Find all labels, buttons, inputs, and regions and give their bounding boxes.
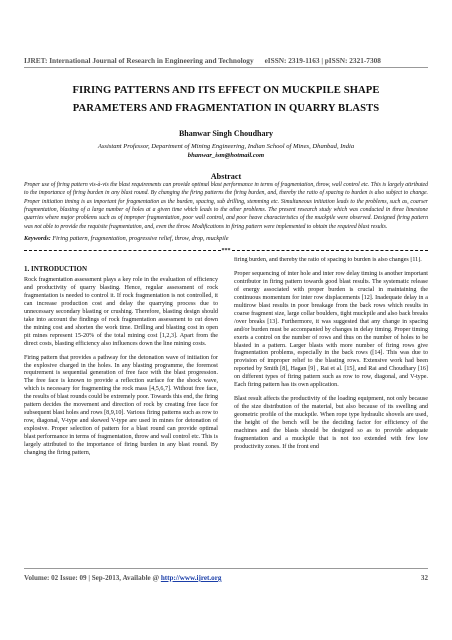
journal-name: IJRET: International Journal of Research in Engineering and Technology xyxy=(24,56,254,65)
journal-issn: eISSN: 2319-1163 | pISSN: 2321-7308 xyxy=(264,56,381,65)
author-email: bhanwar_ism@hotmail.com xyxy=(187,152,265,159)
footer-volume-text: Volume: 02 Issue: 09 | Sep-2013, Available @ xyxy=(24,574,160,582)
body-paragraph: Proper sequencing of inter hole and inter row delay timing is another important contributor in firing pattern towards good blast results. The systematic release of energy associated with proper burden is crucial in maintaining the continuous momentum for inter row displacements [12]. Inadequate delay in a multirow blast results in poor breakage from the back rows which results in coarse fragment size, large collar boulders, tight muckpile and also back breaks /over breaks [13]. Furthermore, it was suggested that any change in spacing and/or burden must be accompanied by changes in delay timing. Proper timing exerts a control on the number of rows and thus on the number of holes to be blasted in a pattern. Larger blasts with more number of firing rows give fragmentation problems, especially in the back rows ([14]. This was due to provision of improper relief to the blasting rows. Extensive work had been reported by Smith [8], Hagan [9] , Rai et al. [15], and Rai and Choudhary [16] on different types of firing pattern such as row to row, diagonal, and V-type. Each firing pattern has its own application. xyxy=(234,270,428,389)
keywords-label: Keywords: xyxy=(24,235,51,242)
journal-url-link[interactable]: http://www.ijret.org xyxy=(160,574,222,582)
keywords-text: Firing pattern, fragmentation, progressive relief, throw, drop, muckpile xyxy=(50,235,229,242)
keywords xyxy=(24,235,428,242)
author-affiliation: Assistant Professor, Department of Mining Engineering, Indian School of Mines, Dhanbad, India xyxy=(97,143,355,150)
body-paragraph: Blast result affects the productivity of the loading equipment, not only because of the size distribution of the material, but also because of its swelling and geometric profile of the muckpile. When rope type hydraulic shovels are used, the height of the bench will be the deciding factor for efficiency of the machines and the blasts should be designed so as to provide adequate fragmentation and a muckpile that is not too extended with few low productivity zones. If the front end xyxy=(234,396,428,450)
body-paragraph: Firing pattern that provides a pathway for the detonation wave of initiation for the explosive charged in the holes. In any blasting programme, the foremost requirement is sequential generation of free face with the blast progression. The free face is known to provide a reflection surface for the shock wave, which is necessary for fragmenting the rock mass [4,5,6,7]. Without free face, the results of blast rounds could be extremely poor. Towards this end, the firing pattern decides the movement and direction of rock by creating free face for subsequent blast holes and rows [8,9,10]. Various firing patterns such as row to row, diagonal, V-type and skewed V-type are used in mines for detonation of explosive. Proper selection of pattern for a blast round can provide optimal blast performance in terms of fragmentation, throw and wall control etc. This is largely attributed to the importance of firing burden in any blast round. By changing the firing pattern, xyxy=(24,354,218,457)
title-line-1: FIRING PATTERNS AND ITS EFFECT ON MUCKPILE SHAPE xyxy=(72,85,380,96)
right-column xyxy=(234,257,428,565)
page-number: 32 xyxy=(420,574,428,582)
journal-header xyxy=(24,56,428,65)
abstract-heading: Abstract xyxy=(210,172,242,181)
title-line-2: PARAMETERS AND FRAGMENTATION IN QUARRY BLASTS xyxy=(72,103,380,114)
section-divider xyxy=(24,246,428,255)
paper-title xyxy=(24,82,428,118)
divider-line-left xyxy=(24,250,221,251)
divider-line-right xyxy=(232,250,429,251)
page-footer xyxy=(24,574,428,582)
introduction-heading: 1. INTRODUCTION xyxy=(24,265,88,273)
footer-volume xyxy=(24,574,221,582)
header-rule xyxy=(24,67,428,68)
body-paragraph: Rock fragmentation assessment plays a key role in the evaluation of efficiency and productivity of quarry blasting. Hence, regular assessment of rock fragmentation is needed to control it. If rock fragmentation is not controlled, it can increase production cost and delay the quarrying process due to unnecessary secondary blasting or crushing. Therefore, blasting design should take into account the findings of rock fragmentation assessment to cut down the mining cost and shorten the work time. Drilling and blasting cost in open pit mines represent 15-20% of the total mining cost [1,2,3]. Apart from the direct costs, blasting efficiency also influences down the line mining costs. xyxy=(24,277,218,347)
footer-rule xyxy=(24,568,428,569)
divider-stars: *** xyxy=(221,247,231,254)
abstract-text: Proper use of firing pattern vis-à-vis the blast requirements can provide optimal blast performance in terms of fragmentation, throw, wall control etc. This is largely attributed to the importance of firing burden in any blast round. By changing the firing patterns the firing burden, and, thereby the ratio of spacing to burden is also subject to change. Proper initiation timing is as important for fragmentation as the burden, spacing, sub drilling, stemming etc. Simultaneous initiation leads to the problems, such as, coarser fragmentation, blasting of a large number of holes at a given time which leads to the other problems. The present research study which was conducted in three limestone quarries where major problems such as of improper fragmentation, poor wall control, and poor heave characteristics of the muckpile were observed. Designed firing pattern was not able to provide the requisite fragmentation, and, even the throw. Modifications in firing pattern were implemented to obtain the required blast results. xyxy=(24,182,428,230)
body-paragraph: firing burden, and thereby the ratio of spacing to burden is also changes [11]. xyxy=(234,257,422,263)
author-name: Bhanwar Singh Choudhary xyxy=(178,129,274,138)
left-column xyxy=(24,260,218,568)
